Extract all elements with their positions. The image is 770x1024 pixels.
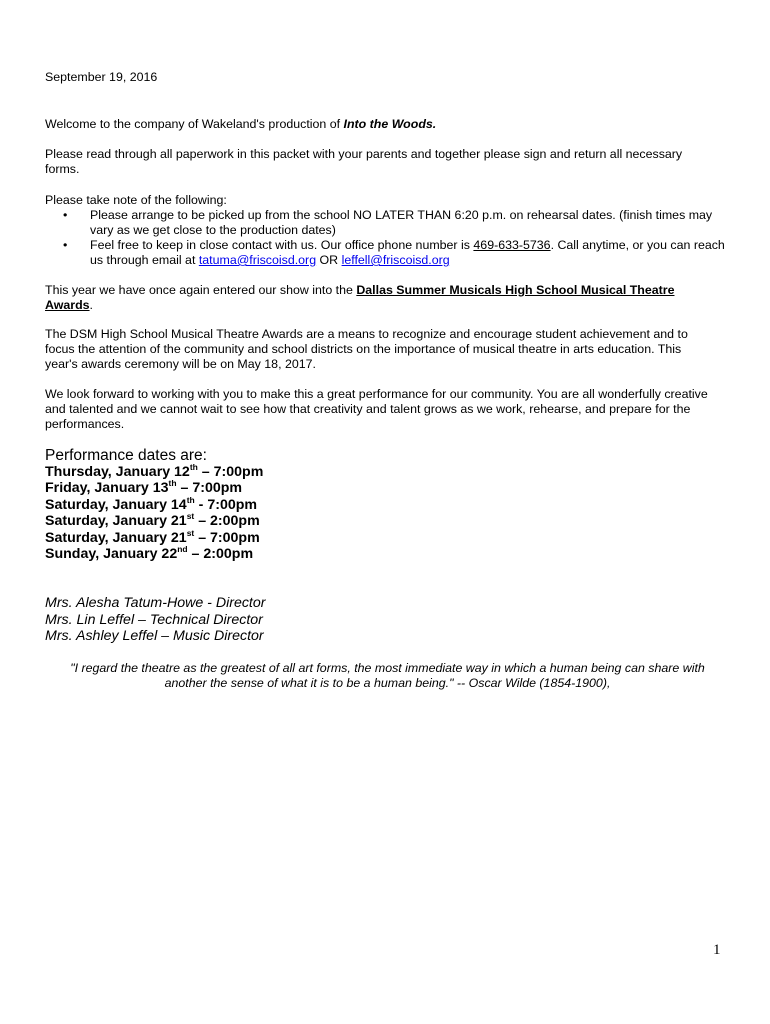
email-link-leffell[interactable]: leffell@friscoisd.org [341,253,450,267]
performance-date: Saturday, January 21st – 2:00pm [45,511,260,530]
dsm-award-name: Dallas Summer Musicals High School Musical Theatre Awards [45,283,675,312]
performance-date: Saturday, January 14th - 7:00pm [45,494,258,513]
performance-date: Sunday, January 22nd – 2:00pm [45,544,254,563]
staff-list [45,595,266,645]
note-pickup: Please arrange to be picked up from the school NO LATER THAN 6:20 p.m. on rehearsal dates. (finish times may vary as we get close to the production dates) [90,208,713,237]
dsm-entered-paragraph [45,283,705,313]
performance-heading: Performance dates are: [45,447,207,464]
list-item [45,238,730,268]
email-or: OR [316,253,342,267]
read-paragraph: Please read through all paperwork in this packet with your parents and together please sign and return all necessary forms. [45,147,683,176]
notes-intro: Please take note of the following: [45,193,227,207]
dsm-description-paragraph: The DSM High School Musical Theatre Awards are a means to recognize and encourage student achievement and to focus the attention of the community and school districts on the importance of musical theatre in arts education. This year's awards ceremony will be on May 18, 2017. [45,327,688,371]
dsm-prefix: This year we have once again entered our show into the [45,283,357,297]
page-number: 1 [713,942,721,958]
quote-line: "I regard the theatre as the greatest of all art forms, the most immediate way in which a human being can share with [70,661,705,675]
note-contact-prefix: Feel free to keep in close contact with us. Our office phone number is [90,238,474,252]
show-title: Into the Woods. [343,117,437,131]
performance-section [45,447,263,562]
performance-date: Friday, January 13th – 7:00pm [45,478,243,497]
list-item [45,208,730,238]
closing-quote [45,661,730,691]
notes-section [45,193,730,268]
letter-date: September 19, 2016 [45,70,158,84]
staff-director: Mrs. Alesha Tatum-Howe - Director [45,595,266,611]
email-link-tatuma[interactable]: tatuma@friscoisd.org [198,253,317,267]
bullet-icon: • [63,238,68,252]
phone-number: 469-633-5736 [473,238,551,252]
performance-date: Thursday, January 12th – 7:00pm [45,462,264,480]
bullet-icon: • [63,208,68,222]
note-contact-mid: . Call anytime, or you can reach us through email at [90,238,725,267]
dsm-suffix: . [89,298,93,312]
welcome-line [45,117,436,132]
forward-paragraph: We look forward to working with you to make this a great performance for our community. You are all wonderfully creative and talented and we cannot wait to see how that creativity and talent grows as we work, rehearse, and prepare for the performances. [45,387,708,431]
quote-line: another the sense of what it is to be a human being." -- Oscar Wilde (1854-1900), [164,676,611,690]
performance-date: Saturday, January 21st – 7:00pm [45,527,260,546]
staff-technical-director: Mrs. Lin Leffel – Technical Director [45,611,263,628]
notes-list [45,208,730,268]
staff-music-director: Mrs. Ashley Leffel – Music Director [45,628,264,644]
welcome-prefix: Welcome to the company of Wakeland's production of [45,117,344,131]
